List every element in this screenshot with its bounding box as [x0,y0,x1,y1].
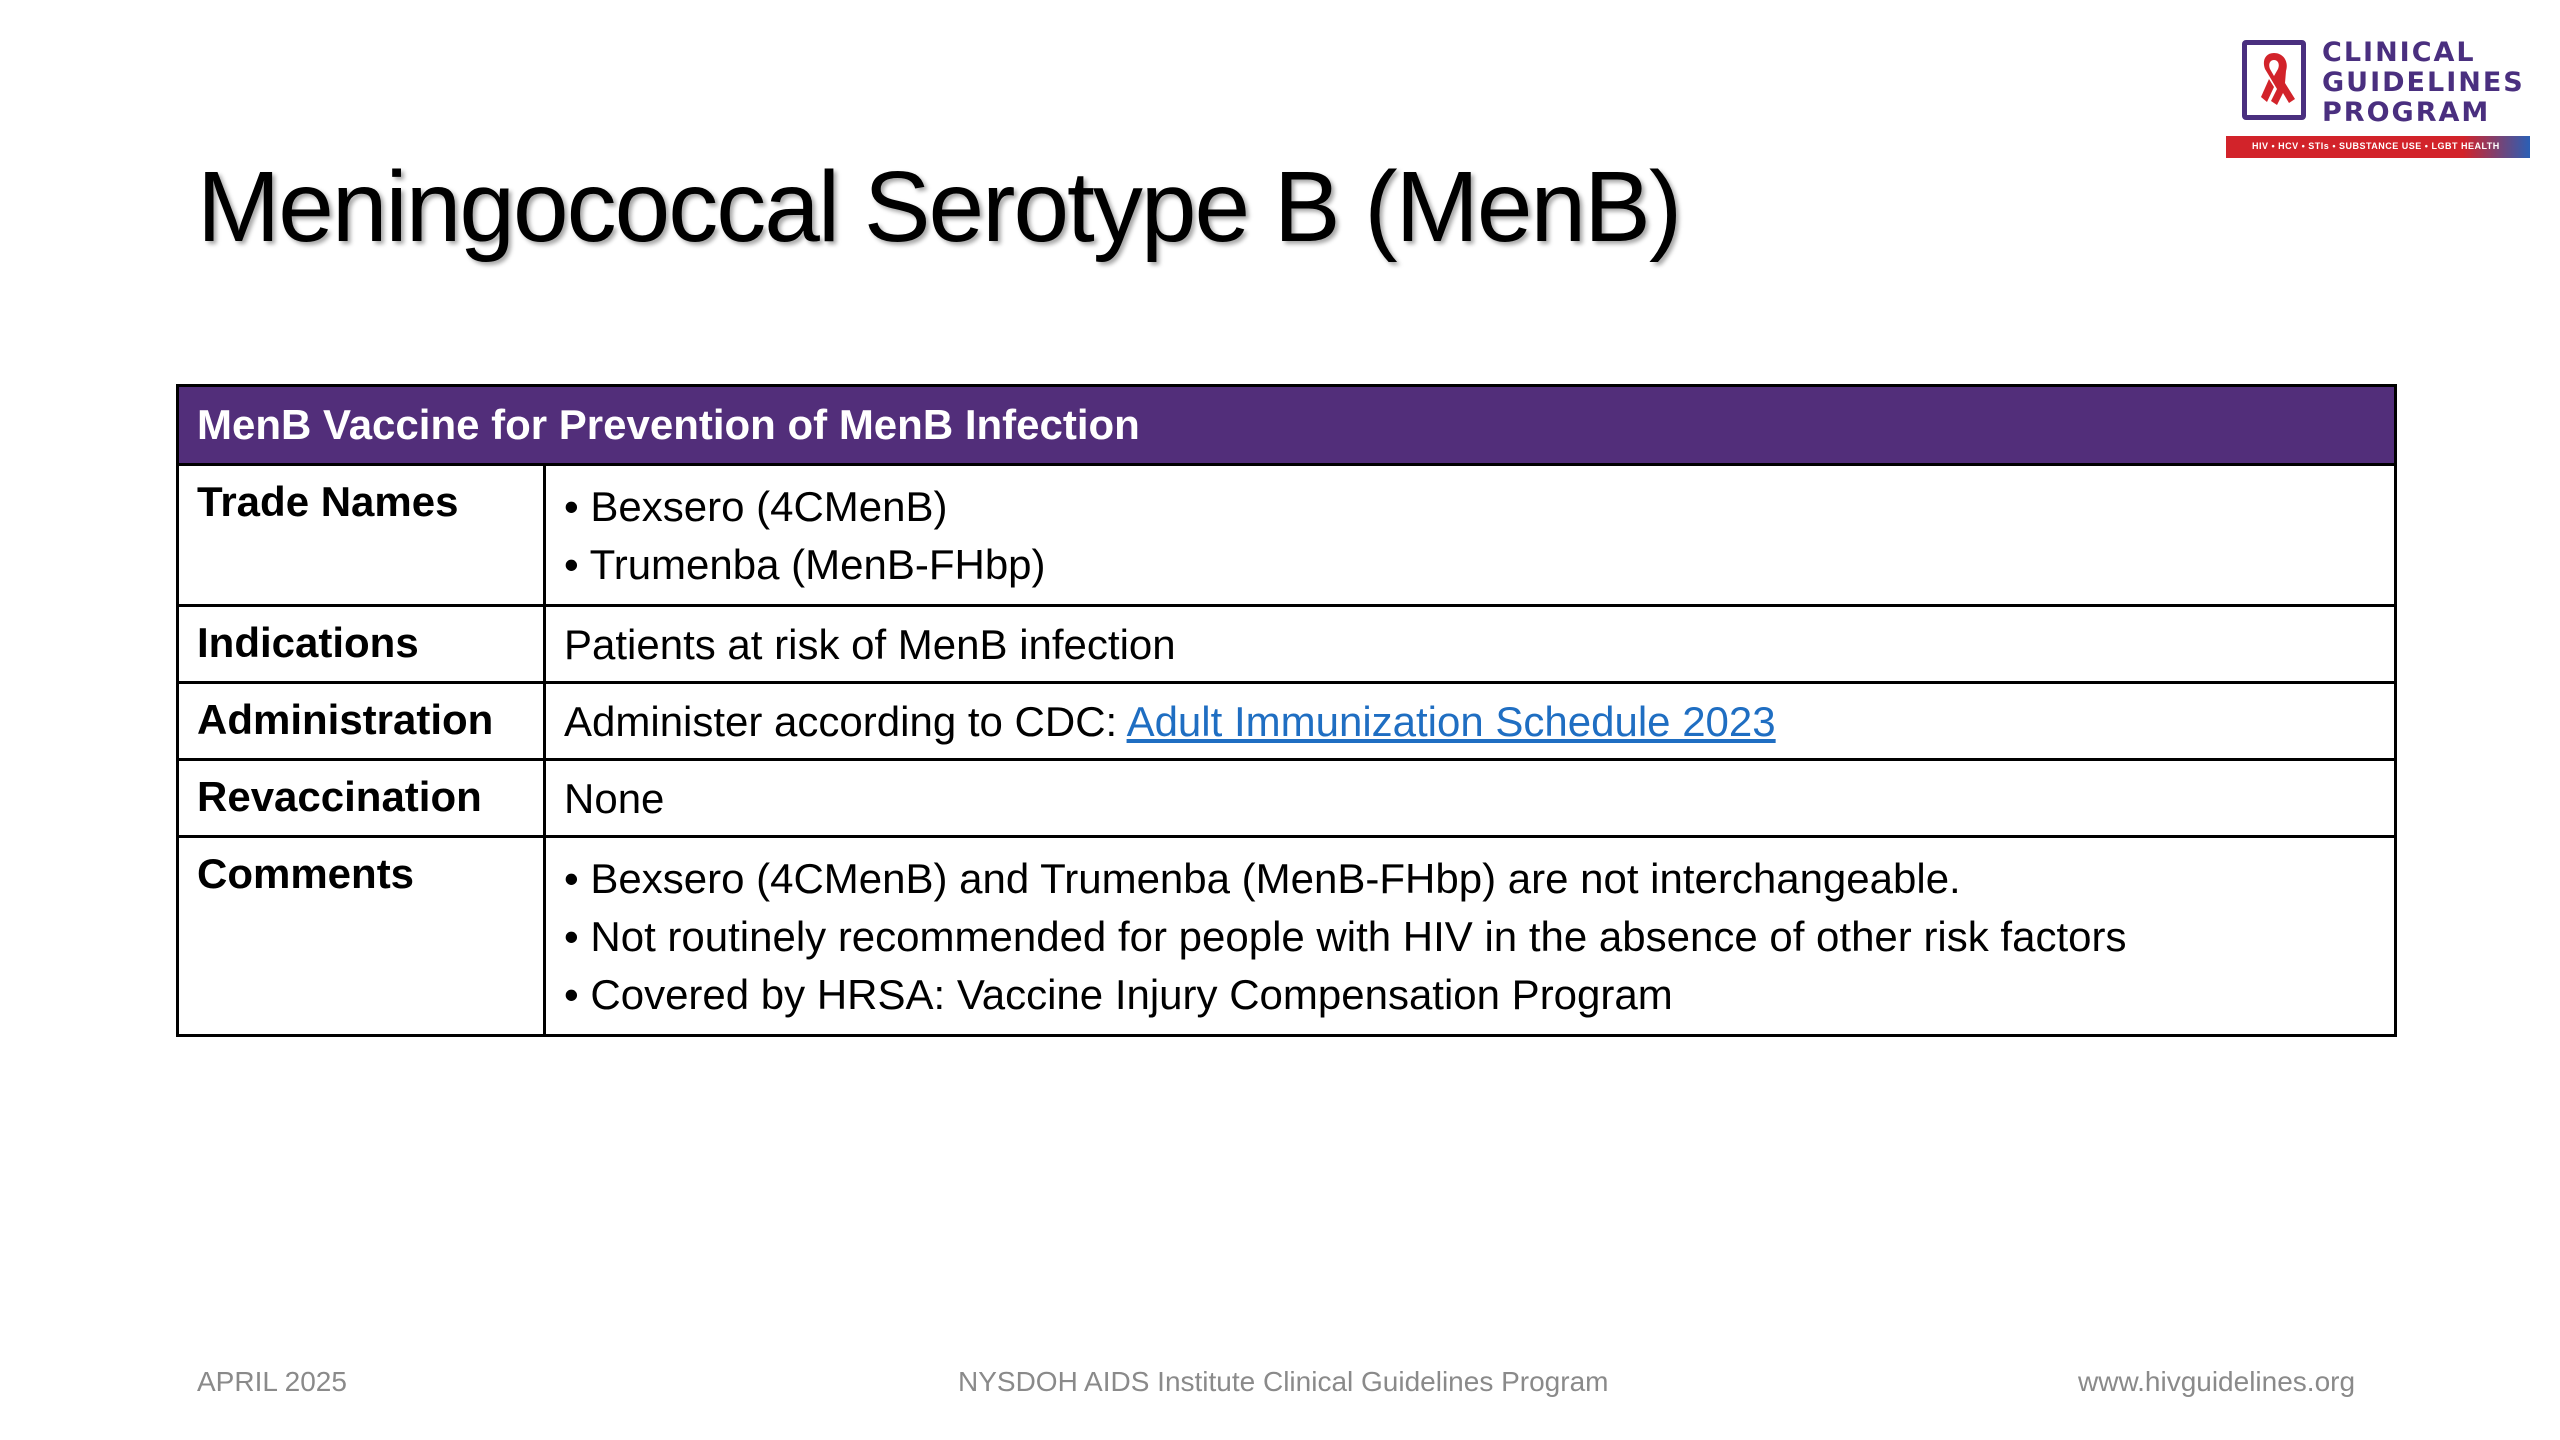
logo-frame [2242,40,2306,120]
row-label-comments: Comments [178,837,545,1036]
row-value-administration [545,683,2396,760]
adult-immunization-schedule-link[interactable]: Adult Immunization Schedule 2023 [1126,698,1776,745]
bullet-item: • Not routinely recommended for people with HIV in the absence of other risk factors [564,913,2127,960]
table-row-indications [178,606,2396,683]
slide-title: Meningococcal Serotype B (MenB) [197,151,1681,263]
administration-text: Administer according to CDC: [564,698,1127,745]
row-value-comments [545,837,2396,1036]
row-label-trade-names: Trade Names [178,465,545,606]
logo-line-1: CLINICAL [2322,37,2476,68]
logo-line-3: PROGRAM [2322,97,2491,128]
footer-date: APRIL 2025 [197,1366,347,1397]
table-header: MenB Vaccine for Prevention of MenB Infection [178,386,2396,465]
table-row-administration [178,683,2396,760]
bullet-item: • Bexsero (4CMenB) and Trumenba (MenB-FHbp) are not interchangeable. [564,855,1961,902]
table-row-revaccination [178,760,2396,837]
row-value-indications: Patients at risk of MenB infection [545,606,2396,683]
bullet-item: • Covered by HRSA: Vaccine Injury Compensation Program [564,971,1673,1018]
logo-wordmark [2322,38,2525,128]
row-value-revaccination: None [545,760,2396,837]
footer-website: www.hivguidelines.org [2078,1366,2356,1397]
table-row-trade-names [178,465,2396,606]
logo-tagline: HIV • HCV • STIs • SUBSTANCE USE • LGBT HEALTH [2252,141,2500,151]
table-row-comments [178,837,2396,1036]
bullet-item: • Trumenba (MenB-FHbp) [564,541,1046,588]
row-label-revaccination: Revaccination [178,760,545,837]
footer-organization: NYSDOH AIDS Institute Clinical Guidelines Program [958,1366,1609,1397]
logo-line-2: GUIDELINES [2322,67,2525,98]
row-label-indications: Indications [178,606,545,683]
table-header-row [178,386,2396,465]
row-label-administration: Administration [178,683,545,760]
bullet-item: • Bexsero (4CMenB) [564,483,948,530]
row-value-trade-names [545,465,2396,606]
red-ribbon-icon [2247,45,2301,115]
clinical-guidelines-logo [2226,37,2530,158]
menb-vaccine-table [176,384,2397,1037]
